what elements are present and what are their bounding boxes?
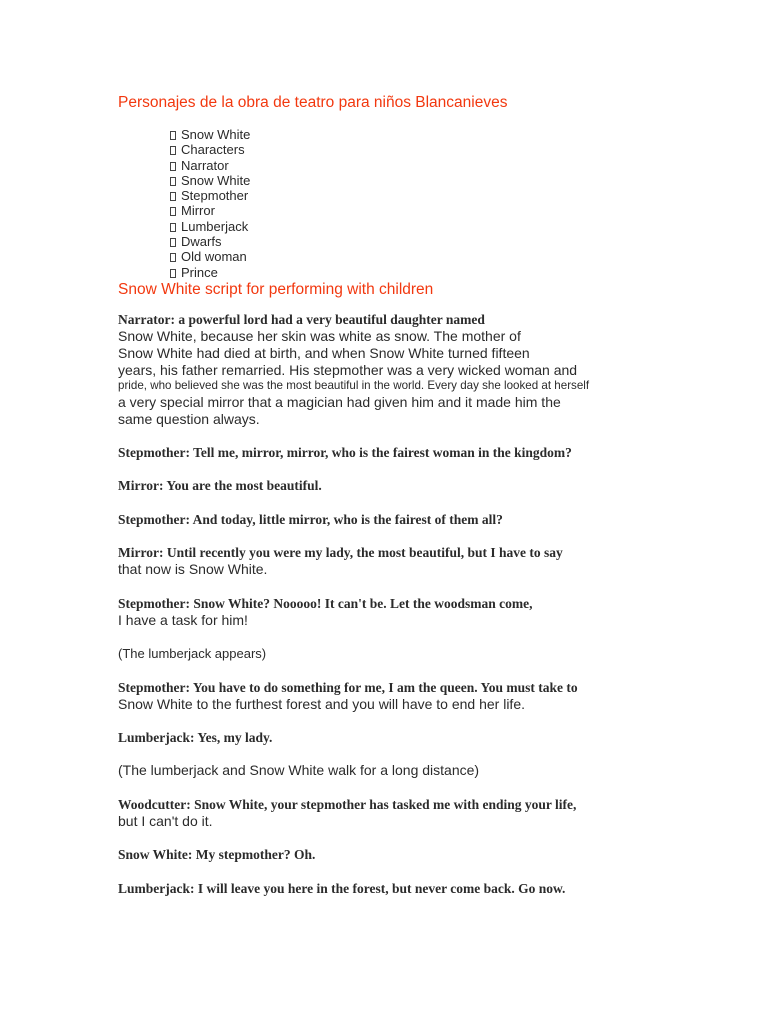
narration-text: same question always. [118,410,260,427]
dialogue-line: Mirror: Until recently you were my lady, the most beautiful, but I have to say [118,545,563,561]
checkbox-glyph-icon [170,162,176,171]
dialogue-line: Lumberjack: I will leave you here in the forest, but never come back. Go now. [118,880,566,896]
dialogue-line: Lumberjack: Yes, my lady. [118,729,273,745]
checkbox-glyph-icon [170,192,176,201]
narrator-line: Narrator: a powerful lord had a very beautiful daughter named [118,312,485,327]
checkbox-glyph-icon [170,131,176,140]
narration-text: pride, who believed she was the most beautiful in the world. Every day she looked at herself [118,379,590,393]
narration-text: Snow White, because her skin was white as snow. The mother of [118,328,521,344]
dialogue-continuation: I have a task for him! [118,611,248,628]
dialogue-continuation: that now is Snow White. [118,561,268,578]
dialogue-line: Woodcutter: Snow White, your stepmother has tasked me with ending your life, [118,796,577,812]
dialogue-line: Snow White: My stepmother? Oh. [118,847,316,863]
list-item: Narrator [170,158,250,173]
dialogue-line: Stepmother: Snow White? Nooooo! It can't be. Let the woodsman come, [118,595,533,611]
list-item: Snow White [170,173,250,188]
stage-direction: (The lumberjack appears) [118,646,267,662]
characters-heading: Personajes de la obra de teatro para niños Blancanieves [118,94,508,111]
checkbox-glyph-icon [170,207,176,216]
list-item: Old woman [170,249,250,264]
dialogue-line: Mirror: You are the most beautiful. [118,478,322,494]
list-item: Stepmother [170,188,250,203]
list-item: Snow White [170,127,250,142]
script-body [118,311,658,897]
list-item: Dwarfs [170,234,250,249]
checkbox-glyph-icon [170,146,176,155]
dialogue-line: Stepmother: You have to do something for me, I am the queen. You must take to [118,679,578,695]
narration-text: a very special mirror that a magician had given him and it made him the [118,393,561,410]
character-list [170,127,250,280]
narration-text: years, his father remarried. His stepmother was a very wicked woman and [118,361,578,378]
dialogue-line: Stepmother: Tell me, mirror, mirror, who is the fairest woman in the kingdom? [118,444,572,460]
dialogue-continuation: but I can't do it. [118,812,213,829]
checkbox-glyph-icon [170,253,176,262]
list-item: Lumberjack [170,219,250,234]
dialogue-continuation: Snow White to the furthest forest and you will have to end her life. [118,695,525,712]
checkbox-glyph-icon [170,223,176,232]
script-heading: Snow White script for performing with children [118,281,434,298]
stage-direction: (The lumberjack and Snow White walk for a long distance) [118,762,480,779]
list-item: Characters [170,142,250,157]
list-item: Prince [170,265,250,280]
list-item: Mirror [170,203,250,218]
checkbox-glyph-icon [170,269,176,278]
checkbox-glyph-icon [170,238,176,247]
narration-text: Snow White had died at birth, and when Snow White turned fifteen [118,344,530,361]
checkbox-glyph-icon [170,177,176,186]
dialogue-line: Stepmother: And today, little mirror, who is the fairest of them all? [118,511,503,527]
